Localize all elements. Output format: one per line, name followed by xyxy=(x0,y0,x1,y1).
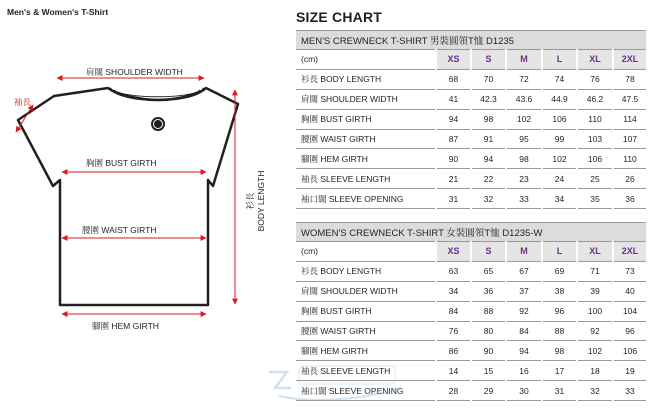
table-cell: 19 xyxy=(613,361,646,381)
table-cell: 102 xyxy=(506,109,542,129)
table-cell: 99 xyxy=(542,129,577,149)
table-cell: 41 xyxy=(436,89,471,109)
table-row xyxy=(296,189,646,209)
table-cell: 107 xyxy=(613,129,646,149)
measurement-label: 腰圍 WAIST GIRTH xyxy=(296,321,436,341)
size-header: S xyxy=(471,242,506,262)
table-cell: 38 xyxy=(542,281,577,301)
table-row xyxy=(296,281,646,301)
table-cell: 26 xyxy=(613,169,646,189)
size-header: M xyxy=(506,242,542,262)
mens-size-row xyxy=(296,50,646,70)
size-header: L xyxy=(542,50,577,70)
table-cell: 88 xyxy=(542,321,577,341)
table-cell: 34 xyxy=(542,189,577,209)
size-header: XL xyxy=(577,242,613,262)
table-cell: 86 xyxy=(436,341,471,361)
table-cell: 32 xyxy=(471,189,506,209)
womens-size-table xyxy=(296,222,646,401)
table-cell: 68 xyxy=(436,69,471,89)
table-cell: 110 xyxy=(613,149,646,169)
table-cell: 95 xyxy=(506,129,542,149)
womens-size-row xyxy=(296,242,646,262)
table-cell: 84 xyxy=(436,301,471,321)
measurement-label: 胸圍 BUST GIRTH xyxy=(296,109,436,129)
table-cell: 114 xyxy=(613,109,646,129)
table-cell: 72 xyxy=(506,69,542,89)
table-cell: 84 xyxy=(506,321,542,341)
size-chart-title: SIZE CHART xyxy=(296,9,382,25)
table-row xyxy=(296,341,646,361)
table-row xyxy=(296,89,646,109)
table-cell: 104 xyxy=(613,301,646,321)
table-cell: 80 xyxy=(471,321,506,341)
table-cell: 30 xyxy=(506,381,542,401)
body-length-label: 衫長 BODY LENGTH xyxy=(245,170,266,232)
table-cell: 106 xyxy=(613,341,646,361)
table-cell: 74 xyxy=(542,69,577,89)
table-cell: 18 xyxy=(577,361,613,381)
womens-table-title: WOMEN'S CREWNECK T-SHIRT 女裝圓領T恤 D1235-W xyxy=(296,223,646,242)
table-cell: 29 xyxy=(471,381,506,401)
size-header: S xyxy=(471,50,506,70)
table-cell: 42.3 xyxy=(471,89,506,109)
size-header: M xyxy=(506,50,542,70)
table-cell: 14 xyxy=(436,361,471,381)
table-cell: 90 xyxy=(471,341,506,361)
table-cell: 15 xyxy=(471,361,506,381)
womens-table-header xyxy=(296,223,646,242)
measurement-label: 衫長 BODY LENGTH xyxy=(296,261,436,281)
table-cell: 110 xyxy=(577,109,613,129)
measurement-label: 袖長 SLEEVE LENGTH xyxy=(296,169,436,189)
unit-label: (cm) xyxy=(296,242,436,262)
table-cell: 34 xyxy=(436,281,471,301)
measurement-label: 肩闊 SHOULDER WIDTH xyxy=(296,281,436,301)
table-cell: 94 xyxy=(506,341,542,361)
table-cell: 94 xyxy=(436,109,471,129)
measurement-label: 袖口闊 SLEEVE OPENING xyxy=(296,189,436,209)
table-cell: 47.5 xyxy=(613,89,646,109)
size-header: XS xyxy=(436,242,471,262)
table-row xyxy=(296,261,646,281)
table-row xyxy=(296,129,646,149)
table-cell: 67 xyxy=(506,261,542,281)
measurement-label: 袖長 SLEEVE LENGTH xyxy=(296,361,436,381)
table-cell: 63 xyxy=(436,261,471,281)
table-cell: 100 xyxy=(577,301,613,321)
table-cell: 92 xyxy=(506,301,542,321)
table-cell: 17 xyxy=(542,361,577,381)
table-cell: 33 xyxy=(613,381,646,401)
hem-girth-label: 腳圍 HEM GIRTH xyxy=(92,321,159,331)
waist-girth-label: 腰圍 WAIST GIRTH xyxy=(82,225,157,235)
table-cell: 87 xyxy=(436,129,471,149)
table-cell: 32 xyxy=(577,381,613,401)
sleeve-length-label: 袖長 xyxy=(14,97,32,107)
tshirt-diagram xyxy=(0,0,290,410)
size-header: 2XL xyxy=(613,50,646,70)
shoulder-width-label: 肩闊 SHOULDER WIDTH xyxy=(86,67,183,77)
table-cell: 35 xyxy=(577,189,613,209)
table-row xyxy=(296,169,646,189)
table-row xyxy=(296,69,646,89)
table-row xyxy=(296,321,646,341)
table-cell: 36 xyxy=(613,189,646,209)
table-cell: 102 xyxy=(542,149,577,169)
measurement-label: 腳圍 HEM GIRTH xyxy=(296,149,436,169)
table-cell: 28 xyxy=(436,381,471,401)
size-header: XL xyxy=(577,50,613,70)
table-cell: 76 xyxy=(577,69,613,89)
table-cell: 98 xyxy=(506,149,542,169)
table-cell: 25 xyxy=(577,169,613,189)
table-cell: 24 xyxy=(542,169,577,189)
table-cell: 78 xyxy=(613,69,646,89)
measurement-label: 腳圍 HEM GIRTH xyxy=(296,341,436,361)
size-header: 2XL xyxy=(613,242,646,262)
table-cell: 103 xyxy=(577,129,613,149)
table-cell: 73 xyxy=(613,261,646,281)
table-cell: 96 xyxy=(542,301,577,321)
tshirt-outline xyxy=(18,88,238,305)
table-cell: 94 xyxy=(471,149,506,169)
table-row xyxy=(296,301,646,321)
table-cell: 71 xyxy=(577,261,613,281)
table-cell: 70 xyxy=(471,69,506,89)
mens-size-table xyxy=(296,30,646,209)
measurement-label: 腰圍 WAIST GIRTH xyxy=(296,129,436,149)
table-cell: 43.6 xyxy=(506,89,542,109)
table-cell: 46.2 xyxy=(577,89,613,109)
table-cell: 98 xyxy=(471,109,506,129)
measurement-label: 衫長 BODY LENGTH xyxy=(296,69,436,89)
table-cell: 90 xyxy=(436,149,471,169)
table-cell: 22 xyxy=(471,169,506,189)
table-row xyxy=(296,361,646,381)
table-cell: 21 xyxy=(436,169,471,189)
table-row xyxy=(296,109,646,129)
table-cell: 23 xyxy=(506,169,542,189)
table-row xyxy=(296,381,646,401)
table-cell: 33 xyxy=(506,189,542,209)
measurement-label: 肩闊 SHOULDER WIDTH xyxy=(296,89,436,109)
table-cell: 96 xyxy=(613,321,646,341)
table-cell: 106 xyxy=(542,109,577,129)
table-cell: 92 xyxy=(577,321,613,341)
table-cell: 88 xyxy=(471,301,506,321)
table-cell: 40 xyxy=(613,281,646,301)
table-cell: 102 xyxy=(577,341,613,361)
table-cell: 106 xyxy=(577,149,613,169)
size-header: L xyxy=(542,242,577,262)
table-cell: 91 xyxy=(471,129,506,149)
bust-girth-label: 胸圍 BUST GIRTH xyxy=(86,158,157,168)
measurement-label: 袖口闊 SLEEVE OPENING xyxy=(296,381,436,401)
mens-table-title: MEN'S CREWNECK T-SHIRT 男裝圓領T恤 D1235 xyxy=(296,31,646,50)
mens-table-header xyxy=(296,31,646,50)
size-header: XS xyxy=(436,50,471,70)
table-cell: 76 xyxy=(436,321,471,341)
table-cell: 37 xyxy=(506,281,542,301)
unit-label: (cm) xyxy=(296,50,436,70)
measurement-label: 胸圍 BUST GIRTH xyxy=(296,301,436,321)
table-cell: 16 xyxy=(506,361,542,381)
page-title: Men's & Women's T-Shirt xyxy=(7,7,109,17)
table-cell: 36 xyxy=(471,281,506,301)
table-cell: 44.9 xyxy=(542,89,577,109)
table-cell: 31 xyxy=(542,381,577,401)
table-cell: 98 xyxy=(542,341,577,361)
table-row xyxy=(296,149,646,169)
table-cell: 69 xyxy=(542,261,577,281)
table-cell: 65 xyxy=(471,261,506,281)
table-cell: 39 xyxy=(577,281,613,301)
table-cell: 31 xyxy=(436,189,471,209)
